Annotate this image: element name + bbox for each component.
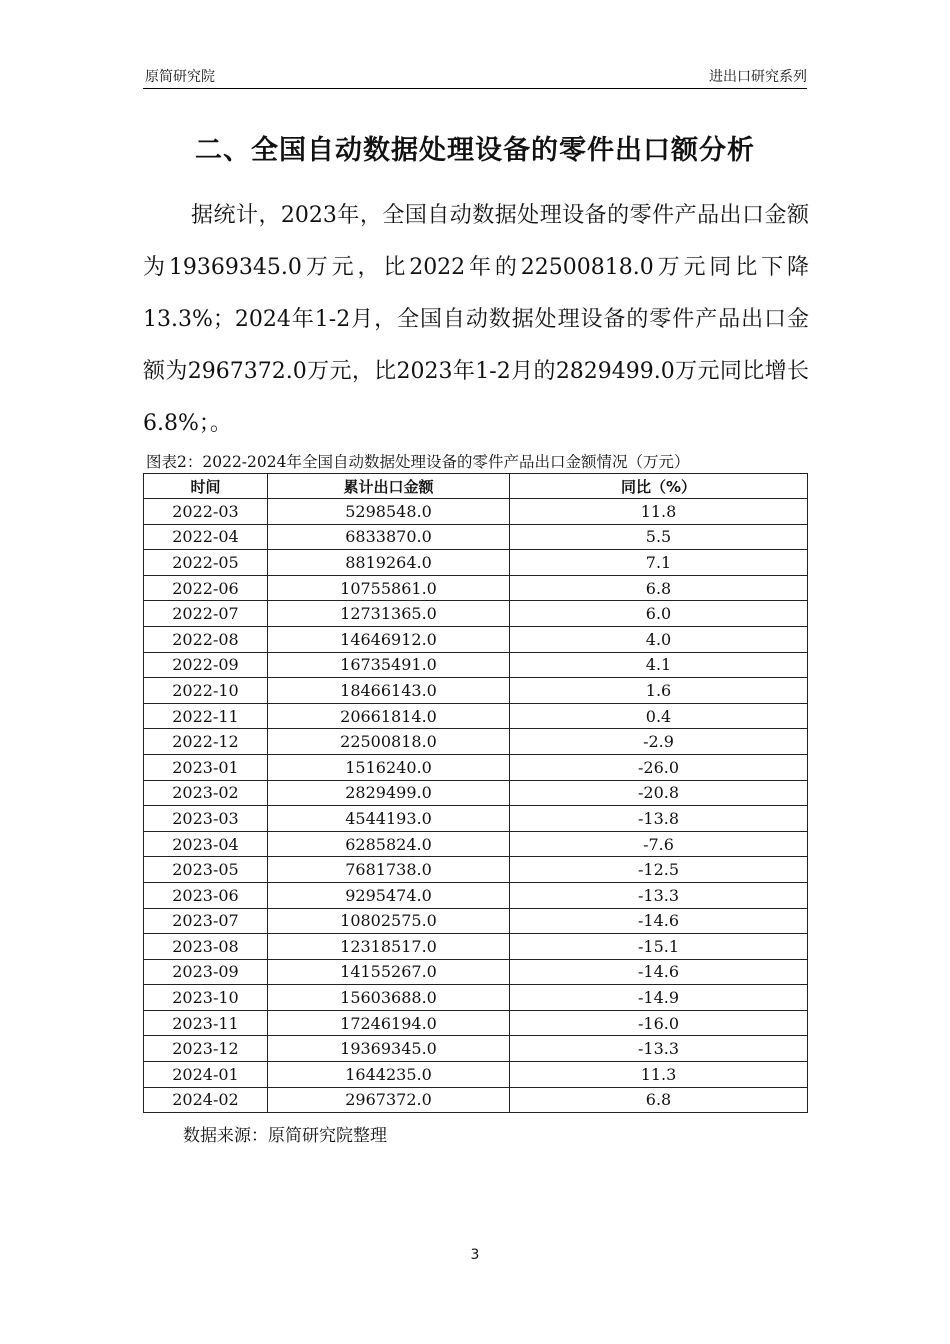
cell-cumulative-export: 8819264.0	[268, 550, 510, 576]
table-row	[144, 934, 808, 960]
cell-period: 2023-04	[144, 831, 268, 857]
cell-cumulative-export: 10802575.0	[268, 908, 510, 934]
cell-yoy-change: -14.9	[510, 985, 808, 1011]
cell-cumulative-export: 20661814.0	[268, 703, 510, 729]
cell-cumulative-export: 2829499.0	[268, 780, 510, 806]
cell-yoy-change: -13.8	[510, 806, 808, 832]
cell-period: 2022-12	[144, 729, 268, 755]
cell-yoy-change: 4.1	[510, 652, 808, 678]
cell-period: 2023-02	[144, 780, 268, 806]
cell-cumulative-export: 4544193.0	[268, 806, 510, 832]
cell-period: 2023-01	[144, 754, 268, 780]
table-row	[144, 575, 808, 601]
table-row	[144, 524, 808, 550]
table-row	[144, 831, 808, 857]
cell-yoy-change: -13.3	[510, 882, 808, 908]
cell-yoy-change: 6.8	[510, 1087, 808, 1113]
cell-cumulative-export: 15603688.0	[268, 985, 510, 1011]
cell-period: 2022-03	[144, 499, 268, 525]
table-row	[144, 678, 808, 704]
cell-period: 2022-10	[144, 678, 268, 704]
cell-cumulative-export: 10755861.0	[268, 575, 510, 601]
table-row	[144, 1036, 808, 1062]
cell-period: 2023-11	[144, 1010, 268, 1036]
table-row	[144, 1087, 808, 1113]
cell-yoy-change: 6.8	[510, 575, 808, 601]
cell-cumulative-export: 9295474.0	[268, 882, 510, 908]
table-row	[144, 780, 808, 806]
table-row	[144, 550, 808, 576]
cell-period: 2024-01	[144, 1062, 268, 1088]
cell-yoy-change: -7.6	[510, 831, 808, 857]
table-caption: 图表2：2022-2024年全国自动数据处理设备的零件产品出口金额情况（万元）	[146, 453, 690, 471]
cell-period: 2023-10	[144, 985, 268, 1011]
table-row	[144, 652, 808, 678]
table-row	[144, 729, 808, 755]
cell-cumulative-export: 16735491.0	[268, 652, 510, 678]
cell-cumulative-export: 19369345.0	[268, 1036, 510, 1062]
cell-period: 2022-06	[144, 575, 268, 601]
header-period: 时间	[144, 474, 268, 499]
cell-cumulative-export: 1644235.0	[268, 1062, 510, 1088]
cell-yoy-change: 5.5	[510, 524, 808, 550]
cell-yoy-change: -16.0	[510, 1010, 808, 1036]
cell-yoy-change: 0.4	[510, 703, 808, 729]
cell-cumulative-export: 1516240.0	[268, 754, 510, 780]
cell-yoy-change: -12.5	[510, 857, 808, 883]
table-row	[144, 703, 808, 729]
cell-cumulative-export: 14155267.0	[268, 959, 510, 985]
cell-cumulative-export: 12731365.0	[268, 601, 510, 627]
table-row	[144, 1010, 808, 1036]
cell-yoy-change: 11.3	[510, 1062, 808, 1088]
table-row	[144, 857, 808, 883]
export-data-table	[143, 473, 808, 1113]
table-row	[144, 882, 808, 908]
cell-period: 2022-11	[144, 703, 268, 729]
table-row	[144, 499, 808, 525]
cell-period: 2023-12	[144, 1036, 268, 1062]
cell-cumulative-export: 2967372.0	[268, 1087, 510, 1113]
cell-yoy-change: 6.0	[510, 601, 808, 627]
cell-period: 2023-08	[144, 934, 268, 960]
cell-period: 2022-05	[144, 550, 268, 576]
cell-period: 2022-08	[144, 626, 268, 652]
page-number: 3	[470, 1247, 480, 1263]
cell-yoy-change: -2.9	[510, 729, 808, 755]
header-cumulative-export: 累计出口金额	[268, 474, 510, 499]
cell-cumulative-export: 5298548.0	[268, 499, 510, 525]
table-header-row	[144, 474, 808, 499]
cell-period: 2023-05	[144, 857, 268, 883]
table-row	[144, 1062, 808, 1088]
cell-period: 2022-07	[144, 601, 268, 627]
table-row	[144, 985, 808, 1011]
table-body	[144, 499, 808, 1113]
section-title: 二、全国自动数据处理设备的零件出口额分析	[195, 135, 755, 166]
cell-yoy-change: -26.0	[510, 754, 808, 780]
table-row	[144, 959, 808, 985]
table-row	[144, 806, 808, 832]
cell-yoy-change: -15.1	[510, 934, 808, 960]
cell-cumulative-export: 6285824.0	[268, 831, 510, 857]
header-divider	[143, 88, 807, 89]
table-row	[144, 626, 808, 652]
cell-cumulative-export: 17246194.0	[268, 1010, 510, 1036]
cell-period: 2023-07	[144, 908, 268, 934]
cell-period: 2023-06	[144, 882, 268, 908]
cell-cumulative-export: 18466143.0	[268, 678, 510, 704]
cell-yoy-change: -20.8	[510, 780, 808, 806]
cell-cumulative-export: 14646912.0	[268, 626, 510, 652]
cell-period: 2022-04	[144, 524, 268, 550]
summary-paragraph: 据统计，2023年，全国自动数据处理设备的零件产品出口金额为19369345.0万元，比2022年的22500818.0万元同比下降13.3%；2024年1-2月，全国自动数据处理设备的零件产品出口金额为2967372.0万元，比2023年1-2月的2829499.0万元同比增长6.8%；。	[143, 203, 809, 436]
cell-cumulative-export: 7681738.0	[268, 857, 510, 883]
cell-yoy-change: -14.6	[510, 959, 808, 985]
cell-yoy-change: 11.8	[510, 499, 808, 525]
table-row	[144, 908, 808, 934]
header-yoy-change: 同比（%）	[510, 474, 808, 499]
header-org-name: 原简研究院	[145, 69, 215, 85]
cell-yoy-change: 7.1	[510, 550, 808, 576]
data-source-note: 数据来源：原简研究院整理	[183, 1126, 387, 1146]
cell-period: 2022-09	[144, 652, 268, 678]
cell-cumulative-export: 6833870.0	[268, 524, 510, 550]
cell-period: 2024-02	[144, 1087, 268, 1113]
table-row	[144, 754, 808, 780]
cell-period: 2023-09	[144, 959, 268, 985]
cell-yoy-change: -14.6	[510, 908, 808, 934]
header-series-name: 进出口研究系列	[709, 69, 807, 85]
cell-yoy-change: -13.3	[510, 1036, 808, 1062]
cell-cumulative-export: 22500818.0	[268, 729, 510, 755]
cell-period: 2023-03	[144, 806, 268, 832]
cell-yoy-change: 1.6	[510, 678, 808, 704]
cell-cumulative-export: 12318517.0	[268, 934, 510, 960]
cell-yoy-change: 4.0	[510, 626, 808, 652]
table-row	[144, 601, 808, 627]
